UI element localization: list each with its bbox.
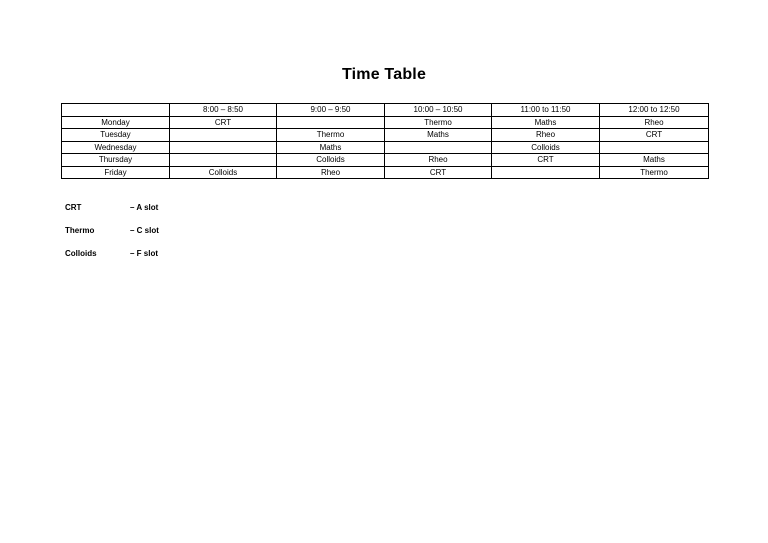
table-cell	[170, 129, 277, 142]
header-cell	[62, 104, 170, 117]
legend-code: CRT	[65, 203, 82, 212]
table-cell: Thermo	[385, 116, 492, 129]
legend-slot: – F slot	[130, 249, 159, 258]
table-cell: Maths	[385, 129, 492, 142]
table-cell	[277, 116, 385, 129]
table-cell	[600, 141, 709, 154]
table-header-row	[62, 104, 709, 117]
table-row	[62, 154, 709, 167]
header-cell: 10:00 – 10:50	[385, 104, 492, 117]
table-cell: Colloids	[277, 154, 385, 167]
legend-slot: – C slot	[130, 226, 159, 235]
table-cell: CRT	[492, 154, 600, 167]
table-cell: Thermo	[600, 166, 709, 179]
table-cell	[385, 141, 492, 154]
legend-item-thermo	[65, 226, 159, 235]
table-row	[62, 116, 709, 129]
table-cell: Rheo	[277, 166, 385, 179]
legend-item-crt	[65, 203, 158, 212]
header-cell: 11:00 to 11:50	[492, 104, 600, 117]
table-cell: Thermo	[277, 129, 385, 142]
day-cell: Friday	[62, 166, 170, 179]
legend-slot: – A slot	[130, 203, 159, 212]
day-cell: Wednesday	[62, 141, 170, 154]
table-cell: Maths	[600, 154, 709, 167]
header-cell: 8:00 – 8:50	[170, 104, 277, 117]
table-cell: Maths	[277, 141, 385, 154]
table-cell: CRT	[385, 166, 492, 179]
timetable	[61, 103, 709, 179]
day-cell: Monday	[62, 116, 170, 129]
table-cell: Colloids	[170, 166, 277, 179]
table-cell	[170, 154, 277, 167]
header-cell: 9:00 – 9:50	[277, 104, 385, 117]
day-cell: Thursday	[62, 154, 170, 167]
table-row	[62, 166, 709, 179]
table-cell	[170, 141, 277, 154]
day-cell: Tuesday	[62, 129, 170, 142]
table-cell: Rheo	[600, 116, 709, 129]
table-row	[62, 129, 709, 142]
table-row	[62, 141, 709, 154]
table-cell: Rheo	[492, 129, 600, 142]
legend-code: Thermo	[65, 226, 95, 235]
legend-code: Colloids	[65, 249, 97, 258]
table-cell: CRT	[170, 116, 277, 129]
table-cell: Colloids	[492, 141, 600, 154]
header-cell: 12:00 to 12:50	[600, 104, 709, 117]
table-cell: Rheo	[385, 154, 492, 167]
table-cell: CRT	[600, 129, 709, 142]
page-title: Time Table	[341, 66, 427, 83]
table-cell: Maths	[492, 116, 600, 129]
legend-item-colloids	[65, 249, 158, 258]
table-cell	[492, 166, 600, 179]
